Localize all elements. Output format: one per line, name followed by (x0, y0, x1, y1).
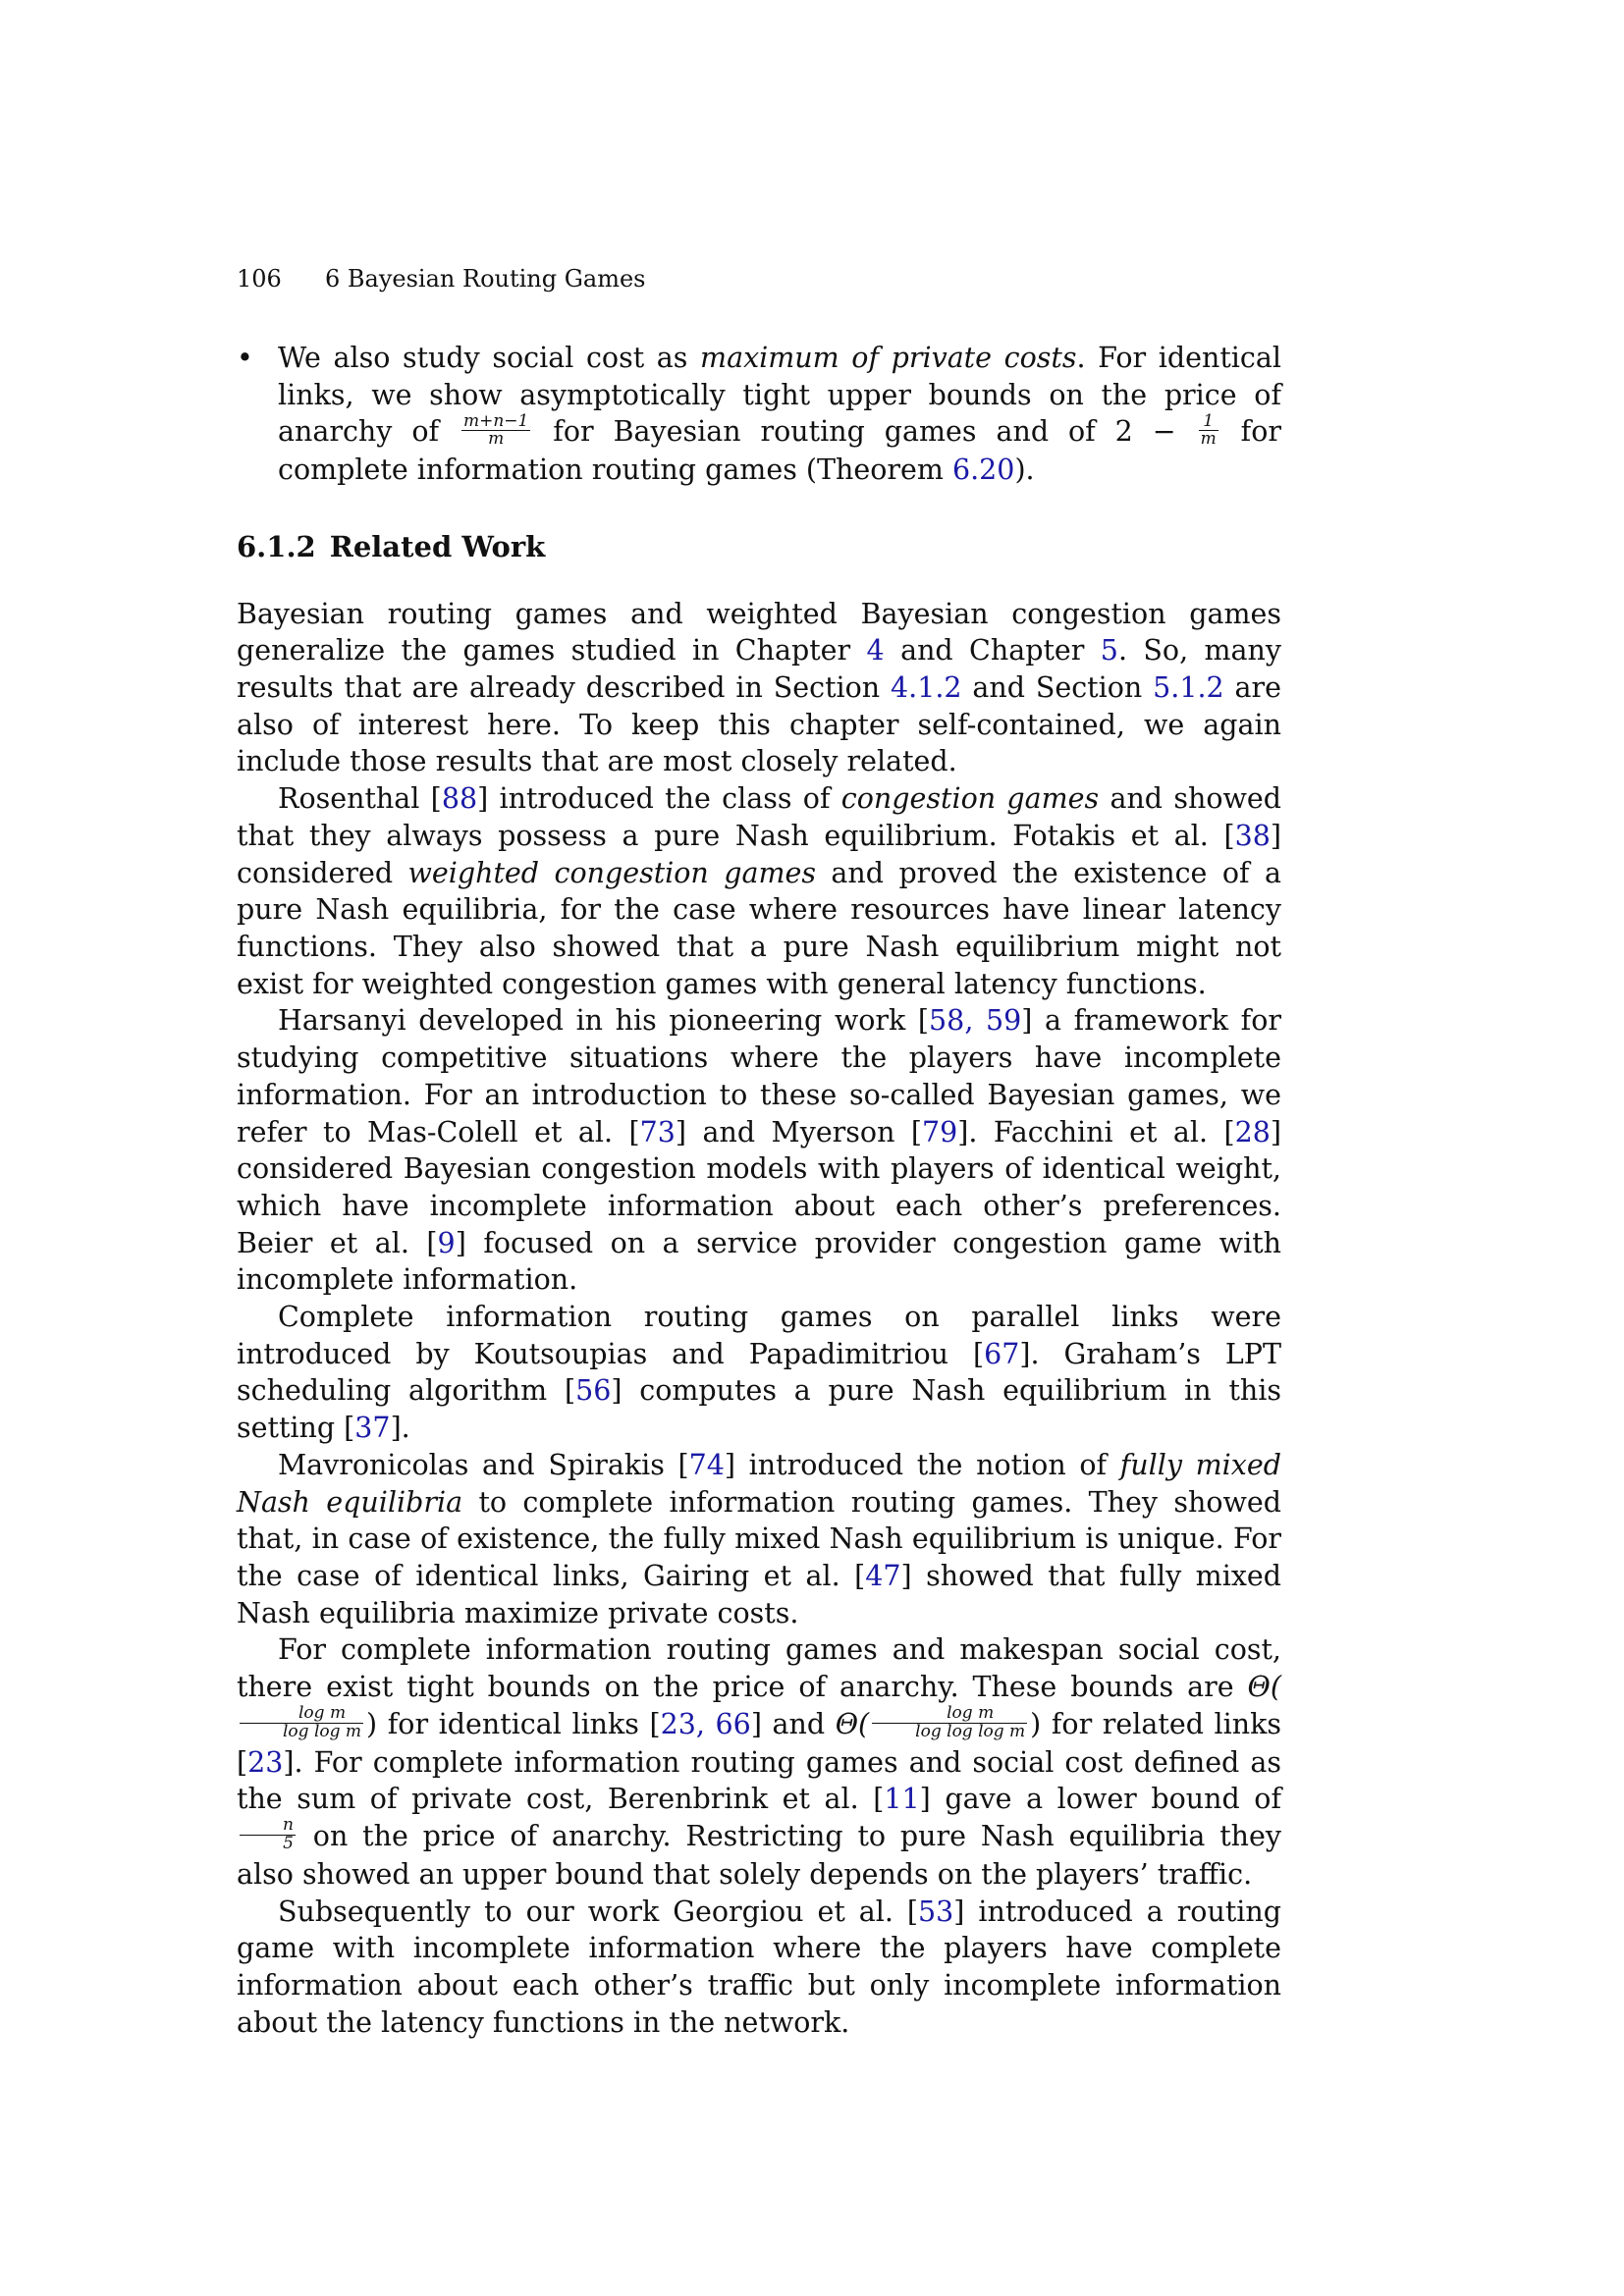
math-symbol: Θ( (835, 1707, 870, 1740)
text: . For identical links, we show asymptotically tight upper bounds on the price of anarchy of (278, 342, 1281, 449)
citation-link[interactable]: 47 (865, 1559, 901, 1592)
citation-link[interactable]: 73 (639, 1115, 676, 1148)
text: ] and (750, 1707, 836, 1740)
text: for complete information routing games (Theorem (278, 415, 1281, 487)
fraction (240, 1702, 363, 1741)
text: ] computes a pure Nash equilibrium in this setting [ (237, 1374, 1281, 1445)
citation-link[interactable]: 37 (354, 1412, 391, 1445)
citation-link[interactable]: 53 (918, 1895, 954, 1928)
paragraph (237, 596, 1281, 781)
section-link[interactable]: 5.1.2 (1153, 671, 1224, 705)
text: , (964, 1004, 986, 1038)
text: to complete information routing games. They showed that, in case of existence, the fully mixed Nash equilibrium is unique. For the case of identical links, Gairing et al. [ (237, 1485, 1281, 1592)
text: ] introduced a routing game with incomplete information where the players have complete information about each other’s traffic but only incomplete information about the latency functions in the network. (237, 1895, 1281, 2039)
fraction-denominator: m (488, 429, 505, 450)
text: Subsequently to our work Georgiou et al. [ (278, 1895, 919, 1928)
fraction-numerator: m+n−1 (462, 410, 529, 431)
paragraph (237, 780, 1281, 1002)
text: and Chapter (884, 634, 1101, 667)
fraction-denominator: 5 (283, 1834, 294, 1853)
paragraph (237, 1299, 1281, 1447)
citation-link[interactable]: 23 (247, 1745, 284, 1779)
chapter-link[interactable]: 5 (1100, 634, 1118, 667)
fraction-numerator: log m (872, 1705, 1027, 1724)
citation-link[interactable]: 67 (984, 1337, 1020, 1370)
citation-link[interactable]: 23 (660, 1707, 696, 1740)
citation-link[interactable]: 74 (688, 1448, 725, 1481)
emphasis: maximum of private costs (700, 342, 1077, 374)
fraction-numerator: n (240, 1817, 296, 1836)
fraction (872, 1702, 1027, 1741)
emphasis: congestion games (840, 782, 1100, 816)
text: for related links [ (237, 1707, 1282, 1779)
section-heading (237, 529, 1281, 566)
page-number: 106 (237, 265, 282, 293)
text: ] a framework for studying competitive situations where the players have incomplete information. For an introduction to these so-called Bayesian games, we refer to Mas-Colell et al. [ (237, 1004, 1281, 1148)
citation-link[interactable]: 11 (884, 1783, 920, 1816)
text: on the price of anarchy. Restricting to pure Nash equilibria they also showed an upper bound that solely depends on the players’ traffic. (237, 1820, 1281, 1891)
math-symbol: ) (1030, 1707, 1042, 1740)
text: and showed that they always possess a pure Nash equilibrium. Fotakis et al. [ (237, 782, 1281, 852)
math-symbol: Θ( (1247, 1671, 1281, 1704)
bullet-icon: • (237, 342, 253, 374)
chapter-link[interactable]: 4 (866, 634, 885, 667)
section-title: Related Work (329, 529, 546, 563)
text: ] gave a lower bound of (919, 1783, 1281, 1816)
citation-link[interactable]: 28 (1234, 1115, 1271, 1148)
citation-link[interactable]: 58 (929, 1004, 965, 1038)
body-paragraphs (237, 596, 1281, 2042)
running-head (237, 267, 1281, 300)
emphasis: weighted congestion games (407, 856, 816, 889)
text: are also of interest here. To keep this chapter self-contained, we again include those results that are most closely related. (237, 671, 1281, 778)
text: for Bayesian routing games and of 2 − (533, 415, 1196, 449)
text: ] considered Bayesian congestion models with players of identical weight, which have incomplete information about each other’s preferences. Beier et al. [ (237, 1115, 1281, 1259)
citation-link[interactable]: 38 (1234, 819, 1271, 852)
text: ] considered (237, 819, 1281, 889)
section-number: 6.1.2 (237, 529, 316, 563)
paragraph (237, 1002, 1281, 1299)
citation-link[interactable]: 56 (575, 1374, 612, 1408)
text: ] and Myerson [ (675, 1115, 923, 1148)
text: , (695, 1707, 716, 1740)
section-link[interactable]: 4.1.2 (891, 671, 962, 705)
chapter-title: 6 Bayesian Routing Games (325, 265, 646, 293)
fraction (1199, 410, 1218, 450)
text: and proved the existence of a pure Nash equilibria, for the case where resources have linear latency functions. They also showed that a pure Nash equilibrium might not exist for weighted congestion games with general latency functions. (237, 856, 1281, 1000)
text: We also study social cost as (278, 342, 701, 374)
text: ] introduced the class of (477, 782, 841, 816)
fraction-numerator: 1 (1199, 413, 1218, 432)
text: for identical links [ (377, 1707, 661, 1740)
paragraph (237, 1447, 1281, 1632)
text: Complete information routing games on parallel links were introduced by Koutsoupias and Papadimitriou [ (237, 1301, 1281, 1370)
text: ]. Graham’s LPT scheduling algorithm [ (237, 1337, 1281, 1408)
text: ] showed that fully mixed Nash equilibria maximize private costs. (237, 1559, 1282, 1629)
theorem-link[interactable]: 6.20 (951, 454, 1015, 487)
fraction-denominator: m (1200, 429, 1217, 450)
fraction-denominator: log log m (283, 1721, 362, 1741)
text: and Section (961, 671, 1154, 705)
text: ]. Facchini et al. [ (957, 1115, 1235, 1148)
fraction-denominator: log log log m (915, 1721, 1026, 1741)
paragraph (237, 1631, 1281, 1893)
paragraph (237, 1894, 1281, 2042)
text: . So, many results that are already described in Section (237, 634, 1281, 705)
text: ]. (390, 1412, 410, 1445)
fraction (461, 410, 530, 450)
text: ]. For complete information routing games and social cost defined as the sum of private cost, Berenbrink et al. [ (237, 1745, 1281, 1816)
text: ). (1014, 454, 1035, 487)
text: ] introduced the notion of (724, 1448, 1120, 1481)
citation-link[interactable]: 66 (715, 1707, 751, 1740)
citation-link[interactable]: 59 (985, 1004, 1022, 1038)
text: Harsanyi developed in his pioneering work [ (278, 1004, 930, 1038)
text: Bayesian routing games and weighted Bayesian congestion games generalize the games studied in Chapter (237, 597, 1281, 667)
math-symbol: ) (366, 1707, 378, 1740)
bullet-item (237, 340, 1281, 489)
text: Mavronicolas and Spirakis [ (278, 1448, 689, 1481)
citation-link[interactable]: 88 (441, 782, 478, 816)
text: Rosenthal [ (278, 782, 442, 816)
text: For complete information routing games and makespan social cost, there exist tight bounds on the price of anarchy. These bounds are (237, 1633, 1281, 1704)
fraction-numerator: log m (240, 1705, 363, 1724)
text: ] focused on a service provider congestion game with incomplete information. (237, 1226, 1281, 1297)
emphasis: fully mixed Nash equilibria (237, 1448, 1281, 1519)
page (237, 267, 1281, 2041)
citation-link[interactable]: 9 (437, 1226, 456, 1259)
citation-link[interactable]: 79 (922, 1115, 958, 1148)
fraction (240, 1817, 296, 1853)
